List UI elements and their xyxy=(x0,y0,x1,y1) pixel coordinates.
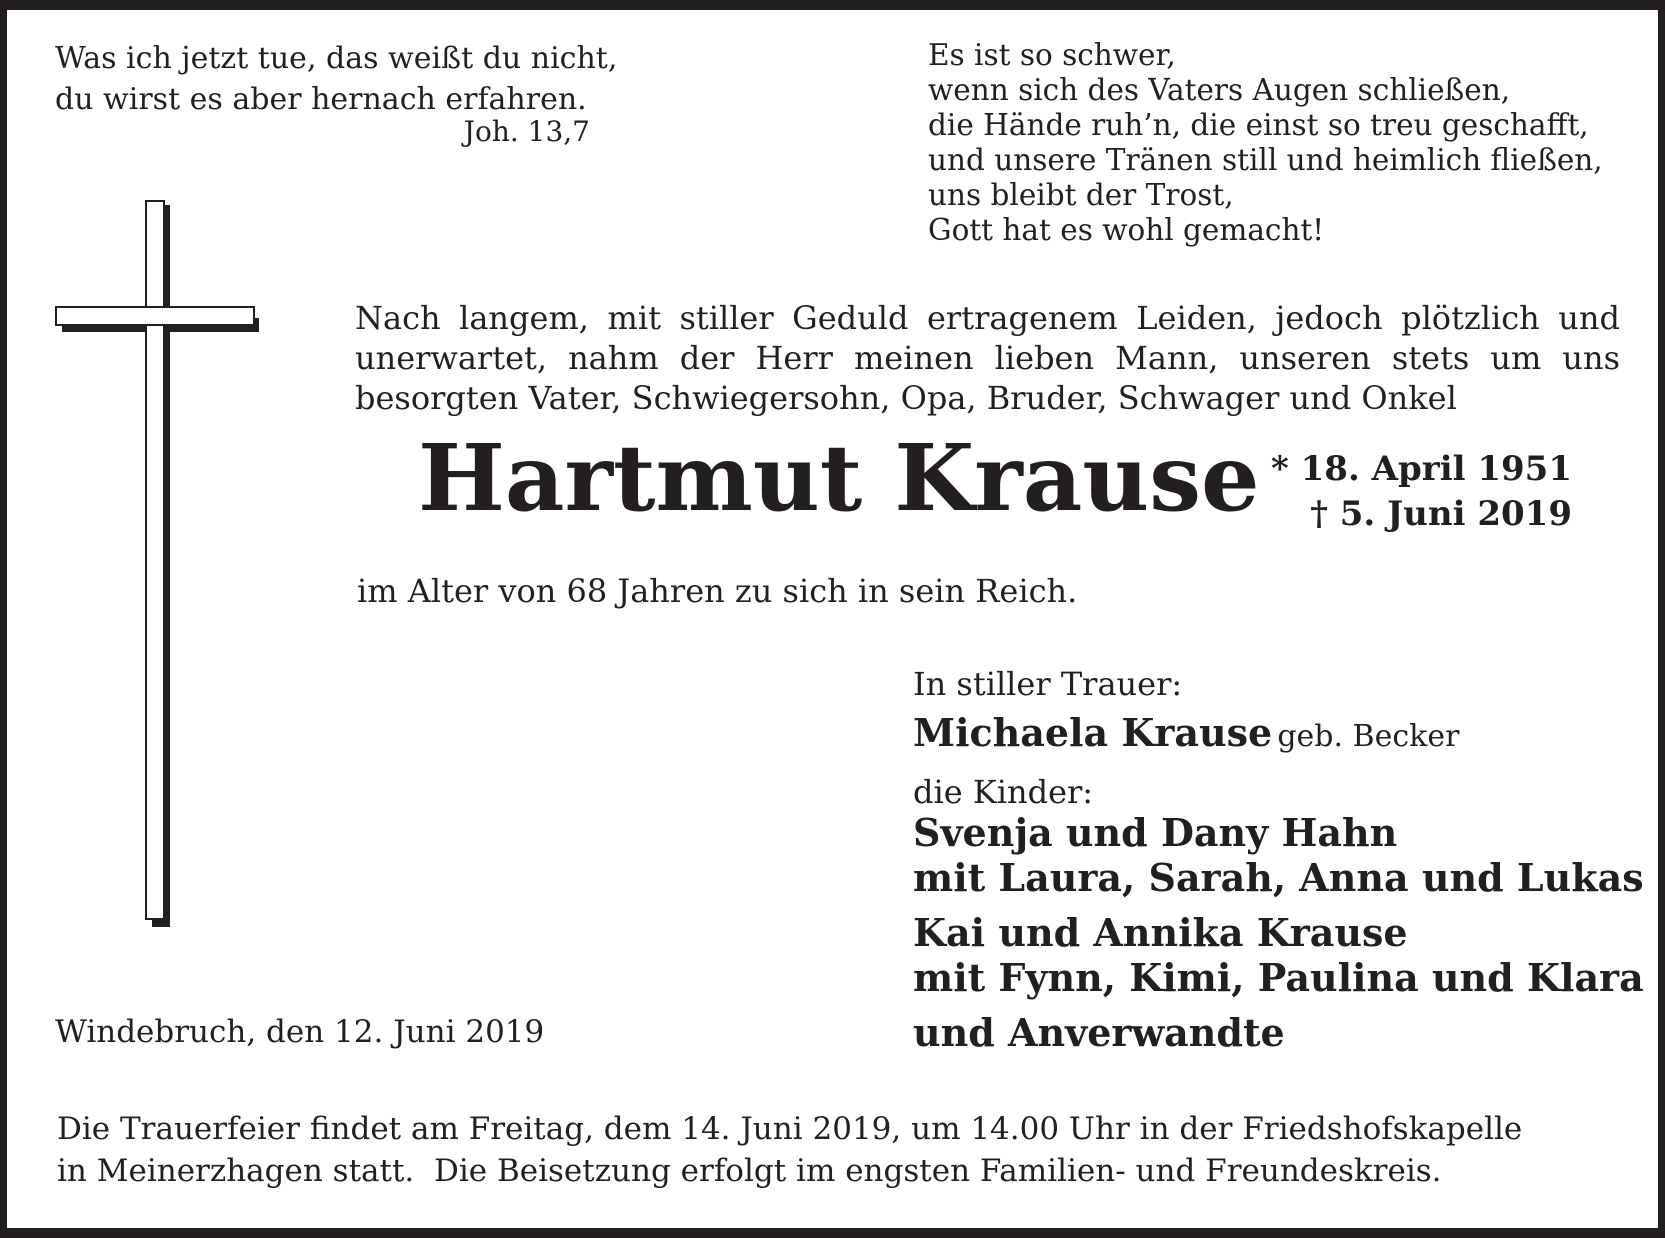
bible-verse-reference: Joh. 13,7 xyxy=(463,115,590,148)
poem-line: wenn sich des Vaters Augen schließen, xyxy=(928,73,1511,107)
funeral-details-line: in Meinerzhagen statt. Die Beisetzung erfolgt im engsten Familien- und Freundeskreis. xyxy=(57,1153,1442,1189)
family-line: mit Fynn, Kimi, Paulina und Klara xyxy=(913,955,1644,1000)
intro-line: besorgten Vater, Schwiegersohn, Opa, Bruder, Schwager und Onkel xyxy=(355,379,1457,417)
bible-verse-line: Was ich jetzt tue, das weißt du nicht, xyxy=(55,41,618,76)
place-and-date: Windebruch, den 12. Juni 2019 xyxy=(55,1014,545,1050)
intro-line: unerwartet, nahm der Herr meinen lieben Mann, unseren stets um uns xyxy=(355,339,1620,377)
cross-intersection xyxy=(147,308,163,324)
poem-line: und unsere Tränen still und heimlich fließen, xyxy=(928,143,1603,177)
children-heading: die Kinder: xyxy=(913,773,1094,811)
poem-line: uns bleibt der Trost, xyxy=(928,178,1234,212)
birth-date: * 18. April 1951 xyxy=(1271,449,1572,489)
age-text: im Alter von 68 Jahren zu sich in sein Reich. xyxy=(357,572,1078,610)
funeral-details-line: Die Trauerfeier findet am Freitag, dem 14. Juni 2019, um 14.00 Uhr in der Friedshofskapelle xyxy=(57,1111,1523,1147)
intro-text xyxy=(355,298,1620,418)
bible-verse xyxy=(55,38,617,120)
family-line: Svenja und Dany Hahn xyxy=(913,810,1398,855)
widow-maiden-name: geb. Becker xyxy=(1277,719,1460,754)
widow xyxy=(913,710,1459,755)
death-date: † 5. Juni 2019 xyxy=(1310,494,1572,534)
poem-line: Es ist so schwer, xyxy=(928,38,1176,72)
poem xyxy=(928,38,1603,248)
intro-line: Nach langem, mit stiller Geduld ertragenem Leiden, jedoch plötzlich und xyxy=(355,299,1620,337)
widow-name: Michaela Krause xyxy=(913,710,1273,755)
mourners-heading: In stiller Trauer: xyxy=(913,665,1183,703)
deceased-name: Hartmut Krause xyxy=(418,424,1260,532)
poem-line: Gott hat es wohl gemacht! xyxy=(928,213,1325,247)
life-dates xyxy=(1262,447,1572,537)
family-line: Kai und Annika Krause xyxy=(913,910,1408,955)
family-line: mit Laura, Sarah, Anna und Lukas xyxy=(913,855,1644,900)
bible-verse-line: du wirst es aber hernach erfahren. xyxy=(55,82,587,117)
funeral-details xyxy=(57,1108,1522,1192)
relatives-line: und Anverwandte xyxy=(913,1010,1285,1055)
poem-line: die Hände ruh’n, die einst so treu geschafft, xyxy=(928,108,1589,142)
